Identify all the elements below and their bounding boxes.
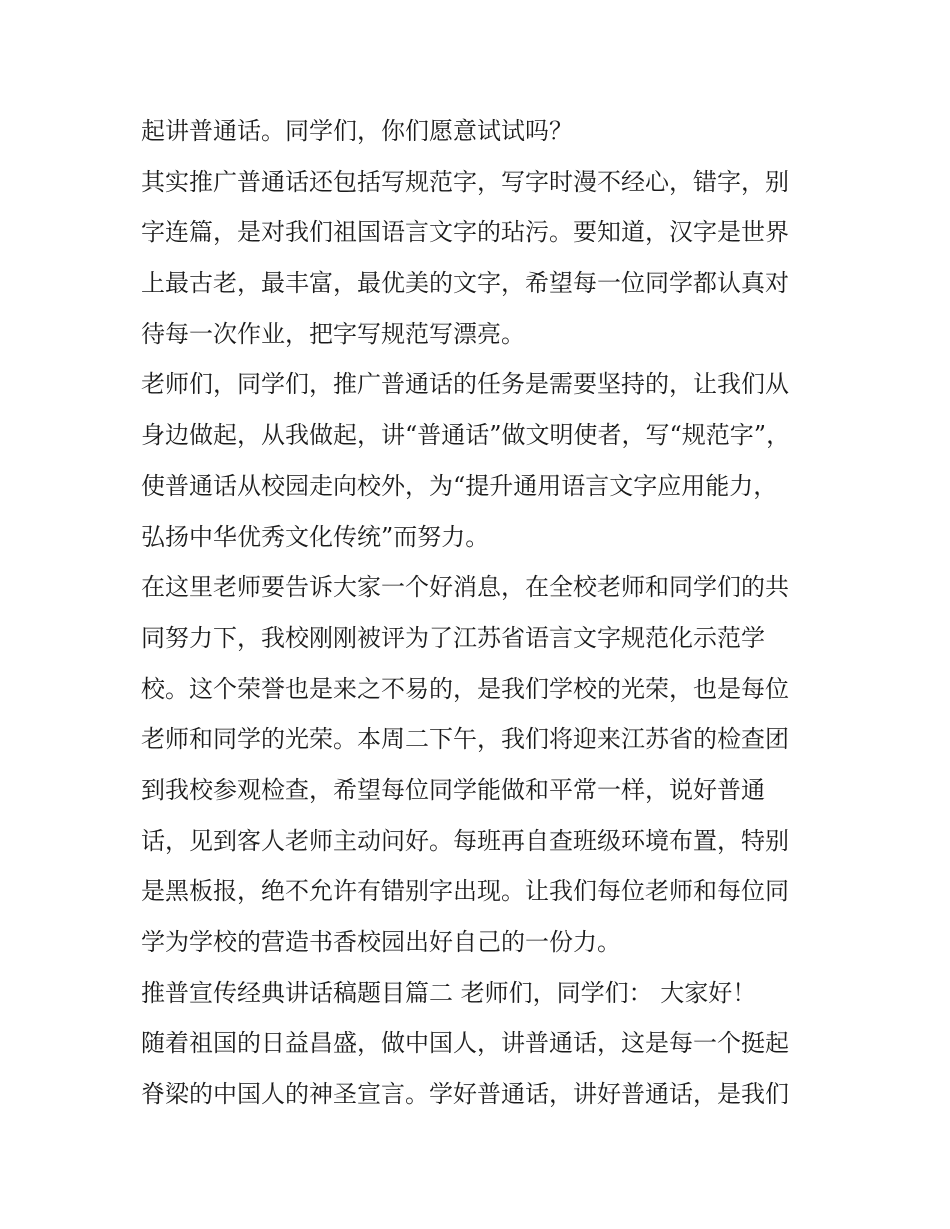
text-line: 校。这个荣誉也是来之不易的，是我们学校的光荣，也是每位 [141, 674, 789, 703]
text-line: 身边做起，从我做起，讲“普通话”做文明使者，写“规范字”， [141, 421, 791, 450]
text-line: 起讲普通话。同学们，你们愿意试试吗？ [141, 117, 573, 145]
text-line: 学为学校的营造书香校园出好自己的一份力。 [141, 928, 621, 956]
text-line: 脊梁的中国人的神圣宣言。学好普通话，讲好普通话，是我们 [141, 1080, 789, 1109]
document-body [141, 106, 813, 1120]
text-line: 到我校参观检查，希望每位同学能做和平常一样，说好普通 [141, 775, 765, 804]
text-line: 使普通话从校园走向校外，为“提升通用语言文字应用能力， [141, 471, 778, 500]
text-line: 在这里老师要告诉大家一个好消息，在全校老师和同学们的共 [141, 573, 789, 602]
text-line: 老师和同学的光荣。本周二下午，我们将迎来江苏省的检查团 [141, 725, 789, 754]
text-line: 字连篇，是对我们祖国语言文字的玷污。要知道，汉字是世界 [141, 218, 789, 247]
text-line: 随着祖国的日益昌盛，做中国人，讲普通话，这是每一个挺起 [141, 1029, 789, 1058]
text-line: 弘扬中华优秀文化传统”而努力。 [141, 522, 490, 551]
text-line: 上最古老，最丰富，最优美的文字，希望每一位同学都认真对 [141, 269, 789, 298]
text-line: 是黑板报，绝不允许有错别字出现。让我们每位老师和每位同 [141, 877, 789, 906]
section-heading-line: 推普宣传经典讲话稿题目篇二 老师们，同学们： 大家好！ [141, 978, 757, 1007]
text-line: 同努力下，我校刚刚被评为了江苏省语言文字规范化示范学 [141, 623, 765, 652]
text-line: 其实推广普通话还包括写规范字，写字时漫不经心，错字，别 [141, 167, 789, 196]
text-line: 话，见到客人老师主动问好。每班再自查班级环境布置，特别 [141, 826, 789, 855]
text-line: 待每一次作业，把字写规范写漂亮。 [141, 319, 525, 348]
text-line: 老师们，同学们，推广普通话的任务是需要坚持的，让我们从 [141, 370, 789, 399]
